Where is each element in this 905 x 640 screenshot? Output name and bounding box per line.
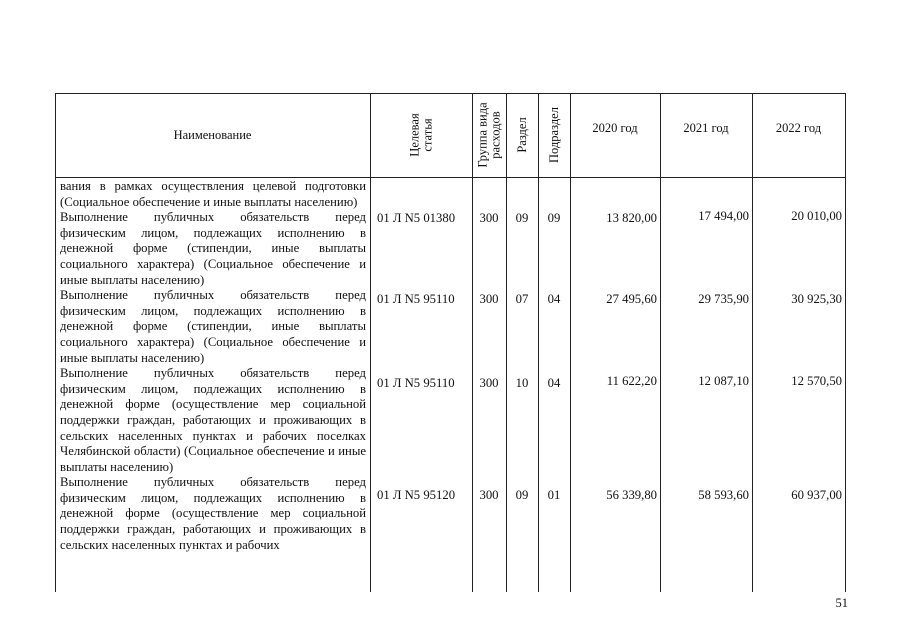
page-number: 51 [835,596,848,610]
row-subsection: 04 [547,292,561,306]
header-name-label: Наименование [173,127,252,142]
row-section: 09 [515,488,529,502]
header-target-article-label: Целевая статья [407,113,434,157]
row-subsection: 09 [547,211,561,225]
row-2020: 13 820,00 [606,211,657,225]
row-target-article: 01 Л N5 01380 [377,211,456,225]
header-2021-label: 2021 год [683,120,729,135]
row-2022: 12 570,50 [791,374,842,388]
row-expense-group: 300 [479,376,499,390]
row-target-article: 01 Л N5 95110 [377,292,455,306]
row-expense-group: 300 [479,211,499,225]
header-target-article [370,93,472,177]
header-subsection [538,93,570,177]
row-target-article: 01 Л N5 95110 [377,376,455,390]
row-2022: 30 925,30 [791,292,842,306]
row-2021: 29 735,90 [698,292,749,306]
header-separator [55,177,846,178]
header-section [506,93,538,177]
column-divider [570,93,571,592]
row-2020: 11 622,20 [606,374,657,388]
row-target-article: 01 Л N5 95120 [377,488,456,502]
row-2021: 12 087,10 [698,374,749,388]
row-section: 09 [515,211,529,225]
row-2020: 56 339,80 [606,488,657,502]
header-name [55,93,370,177]
name-paragraph: Выполнение публичных обязательств перед физическим лицом, подлежащих исполнению в денежной форме (осуществление мер социальной поддержки граждан, работающих и проживающих в сельских населенных пунктах и рабочих [60,475,366,552]
column-divider [660,93,661,592]
name-column [60,179,366,553]
row-2021: 17 494,00 [698,209,749,223]
name-paragraph: Выполнение публичных обязательств перед физическим лицом, подлежащих исполнению в денежной форме (стипендии, иные выплаты социального характера) (Социальное обеспечение и иные выплаты населению) [60,210,366,287]
row-2022: 20 010,00 [791,209,842,223]
header-expense-group-label: Группа вида расходов [475,102,502,168]
row-section: 10 [515,376,529,390]
row-2021: 58 593,60 [698,488,749,502]
row-expense-group: 300 [479,488,499,502]
row-expense-group: 300 [479,292,499,306]
name-paragraph: вания в рамках осуществления целевой подготовки (Социальное обеспечение и иные выплаты населению) [60,179,366,209]
row-2022: 60 937,00 [791,488,842,502]
row-2020: 27 495,60 [606,292,657,306]
header-section-label: Раздел [514,117,529,153]
name-paragraph: Выполнение публичных обязательств перед физическим лицом, подлежащих исполнению в денежной форме (стипендии, иные выплаты социального характера) (Социальное обеспечение и иные выплаты населению) [60,288,366,365]
header-2020-label: 2020 год [592,120,638,135]
row-subsection: 01 [547,488,561,502]
header-2022 [752,93,845,163]
column-divider [752,93,753,592]
table-border-right [845,93,846,592]
name-paragraph: Выполнение публичных обязательств перед физическим лицом, подлежащих исполнению в денежной форме (осуществление мер социальной поддержки граждан, работающих и проживающих в сельских населенных пунктах и рабочих поселках Челябинской области) (Социальное обеспечение и иные выплаты населению) [60,366,366,474]
header-2020 [570,93,660,163]
row-subsection: 04 [547,376,561,390]
header-expense-group [472,93,506,177]
header-2022-label: 2022 год [775,120,822,135]
header-2021 [660,93,752,163]
budget-table [55,93,846,592]
row-section: 07 [515,292,529,306]
header-subsection-label: Подраздел [546,107,561,163]
